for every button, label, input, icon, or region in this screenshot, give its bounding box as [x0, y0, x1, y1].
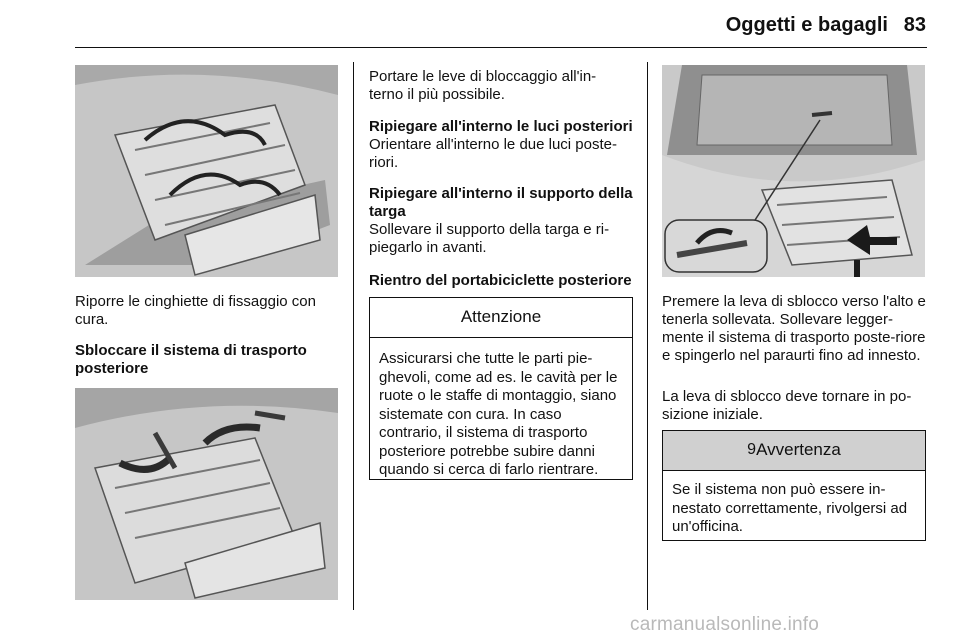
- page-number: 83: [903, 14, 926, 36]
- warning-triangle-icon: 9: [747, 441, 757, 458]
- paragraph: La leva di sblocco deve tornare in po-sizione iniziale.: [662, 388, 912, 423]
- section-heading: Ripiegare all'interno le luci posteriori: [369, 118, 633, 135]
- section-heading: Rientro del portabiciclette posteriore: [369, 272, 632, 289]
- page-title: Oggetti e bagagli: [725, 14, 888, 36]
- warning-body: Se il sistema non può essere in-nestato correttamente, rivolgersi ad un'officina.: [672, 481, 908, 535]
- illustration-unlock-levers: [75, 388, 338, 600]
- illustration-strap-storage: [75, 65, 338, 277]
- caution-title: Attenzione: [370, 298, 632, 338]
- caution-body: Assicurarsi che tutte le parti pie-ghevoli, come ad es. le cavità per le ruote o le staffe di montaggio, siano sistemate con cura. In caso contrario, il sistema di trasporto posteriore potrebbe subire danni quando si cerca di farlo rientrare.: [379, 350, 618, 478]
- paragraph: Sollevare il supporto della targa e ri-piegarlo in avanti.: [369, 221, 610, 256]
- caution-box: [369, 297, 633, 480]
- section-heading: Ripiegare all'interno il supporto della targa: [369, 185, 633, 220]
- column-divider-1: [353, 62, 354, 610]
- section-heading: Sbloccare il sistema di trasporto posteriore: [75, 342, 307, 377]
- paragraph: Premere la leva di sblocco verso l'alto e tenerla sollevata. Sollevare legger-mente il sistema di trasporto poste-riore e spingerlo nel paraurti fino ad innesto.: [662, 293, 926, 364]
- paragraph: Orientare all'interno le due luci poste-riori.: [369, 136, 617, 171]
- illustration-push-carrier: [662, 65, 925, 277]
- warning-title: Avvertenza: [756, 440, 841, 459]
- column-divider-2: [647, 62, 648, 610]
- paragraph: Riporre le cinghiette di fissaggio con cura.: [75, 293, 316, 328]
- warning-header: [663, 431, 925, 471]
- header-rule: [75, 47, 927, 48]
- warning-box: [662, 430, 926, 541]
- paragraph: Portare le leve di bloccaggio all'in-terno il più possibile.: [369, 68, 597, 103]
- footer-watermark: carmanualsonline.info: [630, 614, 820, 635]
